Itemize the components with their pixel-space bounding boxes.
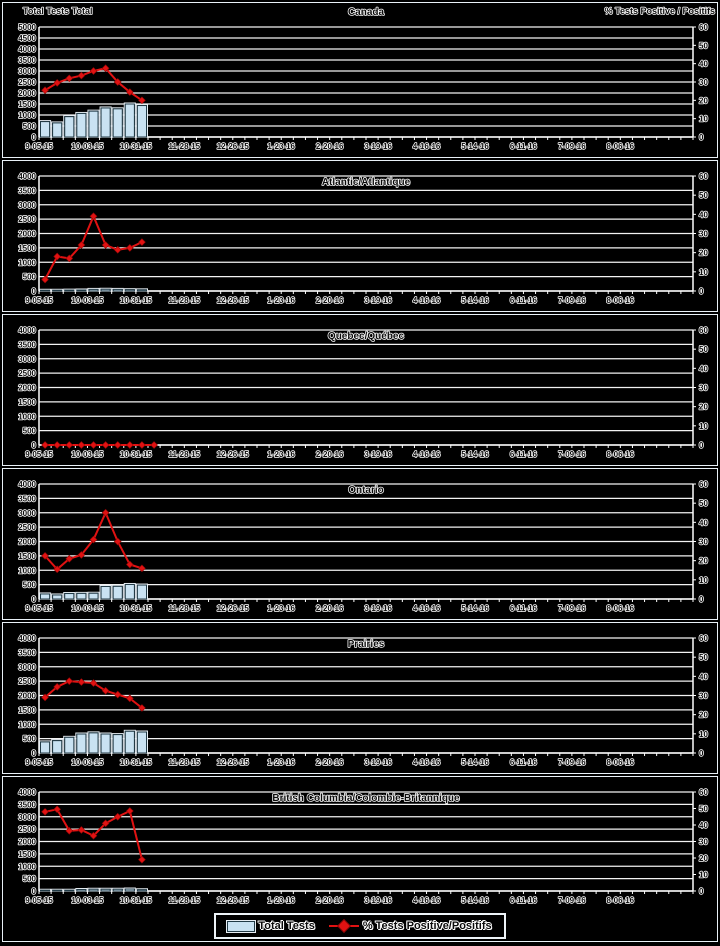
- svg-text:500: 500: [22, 426, 36, 436]
- svg-text:Atlantic/Atlantique: Atlantic/Atlantique: [321, 177, 411, 188]
- svg-text:40: 40: [699, 364, 708, 374]
- svg-text:60: 60: [699, 634, 708, 643]
- svg-text:5-14-16: 5-14-16: [461, 142, 489, 151]
- svg-text:7-09-16: 7-09-16: [558, 758, 586, 767]
- svg-text:3-19-16: 3-19-16: [364, 896, 392, 905]
- svg-text:3500: 3500: [18, 648, 36, 658]
- svg-text:500: 500: [22, 874, 36, 884]
- svg-text:2500: 2500: [18, 369, 36, 379]
- svg-text:3000: 3000: [18, 200, 36, 210]
- svg-text:10: 10: [699, 870, 708, 880]
- svg-text:12-26-15: 12-26-15: [216, 450, 249, 459]
- svg-text:3000: 3000: [18, 354, 36, 364]
- svg-text:1000: 1000: [18, 862, 36, 872]
- svg-text:2-20-16: 2-20-16: [315, 604, 344, 613]
- svg-text:2-20-16: 2-20-16: [315, 758, 344, 767]
- svg-text:4000: 4000: [18, 788, 36, 797]
- svg-text:60: 60: [699, 172, 708, 181]
- svg-text:500: 500: [22, 580, 36, 590]
- svg-text:0: 0: [31, 595, 36, 604]
- svg-text:0: 0: [31, 887, 36, 896]
- svg-text:8-06-16: 8-06-16: [606, 896, 635, 905]
- svg-text:4-16-16: 4-16-16: [412, 450, 441, 459]
- svg-text:2-20-16: 2-20-16: [315, 896, 344, 905]
- svg-text:11-28-15: 11-28-15: [168, 450, 201, 459]
- svg-text:9-05-15: 9-05-15: [25, 896, 53, 905]
- svg-text:2500: 2500: [18, 215, 36, 225]
- svg-text:1000: 1000: [18, 566, 36, 576]
- svg-text:3000: 3000: [18, 508, 36, 518]
- svg-text:12-26-15: 12-26-15: [216, 142, 249, 151]
- svg-text:1-23-16: 1-23-16: [267, 296, 296, 305]
- svg-text:3000: 3000: [18, 812, 36, 822]
- svg-text:0: 0: [699, 595, 704, 604]
- svg-text:60: 60: [699, 480, 708, 489]
- svg-text:0: 0: [699, 441, 704, 450]
- svg-text:% Tests Positive / Positifs: % Tests Positive / Positifs: [604, 6, 715, 16]
- svg-text:7-09-16: 7-09-16: [558, 296, 586, 305]
- svg-text:3500: 3500: [18, 800, 36, 810]
- svg-text:9-05-15: 9-05-15: [25, 450, 53, 459]
- svg-text:1-23-16: 1-23-16: [267, 604, 296, 613]
- svg-text:2000: 2000: [18, 691, 36, 701]
- svg-text:4-16-16: 4-16-16: [412, 758, 441, 767]
- svg-text:9-05-15: 9-05-15: [25, 604, 53, 613]
- svg-text:2500: 2500: [18, 78, 36, 87]
- diamond-marker-icon: [338, 920, 349, 931]
- svg-text:Prairies: Prairies: [347, 639, 385, 650]
- canada-chart: [3, 3, 717, 157]
- svg-text:4-16-16: 4-16-16: [412, 296, 441, 305]
- svg-text:8-06-16: 8-06-16: [606, 142, 635, 151]
- svg-text:12-26-15: 12-26-15: [216, 758, 249, 767]
- svg-text:2-20-16: 2-20-16: [315, 296, 344, 305]
- svg-text:3-19-16: 3-19-16: [364, 142, 392, 151]
- svg-text:4000: 4000: [18, 634, 36, 643]
- svg-text:5-14-16: 5-14-16: [461, 604, 489, 613]
- svg-text:8-06-16: 8-06-16: [606, 296, 635, 305]
- svg-text:3500: 3500: [18, 186, 36, 196]
- svg-text:1-23-16: 1-23-16: [267, 450, 296, 459]
- svg-text:12-26-15: 12-26-15: [216, 296, 249, 305]
- svg-text:4-16-16: 4-16-16: [412, 896, 441, 905]
- pct-positive-line-swatch: [329, 925, 359, 927]
- svg-text:5-14-16: 5-14-16: [461, 896, 489, 905]
- svg-text:20: 20: [699, 556, 708, 566]
- legend-item-pct-positive: [329, 920, 492, 932]
- svg-text:9-05-15: 9-05-15: [25, 142, 53, 151]
- svg-text:1-23-16: 1-23-16: [267, 142, 296, 151]
- svg-text:60: 60: [699, 788, 708, 797]
- svg-text:30: 30: [699, 837, 708, 847]
- svg-text:11-28-15: 11-28-15: [168, 896, 201, 905]
- prairies-chart: [3, 623, 717, 773]
- svg-text:10-03-15: 10-03-15: [71, 896, 104, 905]
- svg-text:30: 30: [699, 229, 708, 239]
- svg-text:7-09-16: 7-09-16: [558, 142, 586, 151]
- svg-text:3000: 3000: [18, 67, 36, 76]
- svg-text:1000: 1000: [18, 111, 36, 120]
- svg-text:1000: 1000: [18, 258, 36, 268]
- svg-text:8-06-16: 8-06-16: [606, 758, 635, 767]
- svg-text:11-28-15: 11-28-15: [168, 296, 201, 305]
- svg-text:20: 20: [699, 402, 708, 412]
- svg-text:1500: 1500: [18, 243, 36, 253]
- svg-text:40: 40: [699, 672, 708, 682]
- svg-text:1-23-16: 1-23-16: [267, 758, 296, 767]
- svg-text:30: 30: [699, 691, 708, 701]
- svg-text:6-11-16: 6-11-16: [509, 604, 538, 613]
- svg-text:2500: 2500: [18, 677, 36, 687]
- svg-text:2500: 2500: [18, 523, 36, 533]
- svg-text:20: 20: [699, 854, 708, 863]
- svg-text:50: 50: [699, 804, 708, 814]
- svg-text:4000: 4000: [18, 45, 36, 54]
- legend-pct-positive-label: % Tests Positive/Positifs: [362, 920, 492, 932]
- quebec-chart: [3, 315, 717, 465]
- svg-text:50: 50: [699, 41, 708, 51]
- svg-text:12-26-15: 12-26-15: [216, 896, 249, 905]
- svg-text:7-09-16: 7-09-16: [558, 450, 586, 459]
- svg-text:10-03-15: 10-03-15: [71, 142, 104, 151]
- svg-text:11-28-15: 11-28-15: [168, 758, 201, 767]
- svg-text:7-09-16: 7-09-16: [558, 896, 586, 905]
- svg-text:40: 40: [699, 821, 708, 830]
- svg-text:4-16-16: 4-16-16: [412, 604, 441, 613]
- svg-text:Total Tests Total: Total Tests Total: [23, 6, 93, 16]
- svg-text:40: 40: [699, 59, 708, 69]
- svg-text:Canada: Canada: [347, 7, 385, 18]
- svg-text:40: 40: [699, 210, 708, 220]
- svg-text:30: 30: [699, 537, 708, 547]
- chart-panel-british-columbia: [2, 776, 718, 942]
- chart-panel-canada: [2, 2, 718, 158]
- svg-text:50: 50: [699, 191, 708, 201]
- svg-text:10-31-15: 10-31-15: [119, 296, 152, 305]
- svg-text:7-09-16: 7-09-16: [558, 604, 586, 613]
- chart-panel-quebec: [2, 314, 718, 466]
- svg-text:British Columbia/Colombie-Brit: British Columbia/Colombie-Britannique: [272, 793, 460, 804]
- svg-text:3500: 3500: [18, 494, 36, 504]
- svg-text:2500: 2500: [18, 825, 36, 835]
- svg-text:60: 60: [699, 326, 708, 335]
- chart-panel-atlantic: [2, 160, 718, 312]
- svg-text:3-19-16: 3-19-16: [364, 450, 392, 459]
- svg-text:2-20-16: 2-20-16: [315, 142, 344, 151]
- svg-text:2000: 2000: [18, 383, 36, 393]
- svg-text:2000: 2000: [18, 89, 36, 98]
- svg-text:Ontario: Ontario: [348, 485, 384, 496]
- svg-text:0: 0: [699, 287, 704, 296]
- svg-text:8-06-16: 8-06-16: [606, 604, 635, 613]
- svg-text:3500: 3500: [18, 56, 36, 65]
- chart-legend: [214, 913, 506, 939]
- svg-text:10: 10: [699, 421, 708, 431]
- svg-text:500: 500: [22, 122, 36, 131]
- svg-text:10-03-15: 10-03-15: [71, 604, 104, 613]
- svg-text:11-28-15: 11-28-15: [168, 604, 201, 613]
- svg-text:6-11-16: 6-11-16: [509, 296, 538, 305]
- svg-text:1500: 1500: [18, 100, 36, 109]
- legend-total-tests-label: Total Tests: [258, 920, 315, 932]
- svg-text:10-31-15: 10-31-15: [119, 142, 152, 151]
- svg-text:5-14-16: 5-14-16: [461, 296, 489, 305]
- svg-text:4-16-16: 4-16-16: [412, 142, 441, 151]
- svg-text:6-11-16: 6-11-16: [509, 450, 538, 459]
- svg-text:1500: 1500: [18, 705, 36, 715]
- svg-text:4000: 4000: [18, 480, 36, 489]
- atlantic-chart: [3, 161, 717, 311]
- ontario-chart: [3, 469, 717, 619]
- svg-text:2000: 2000: [18, 229, 36, 239]
- svg-text:3-19-16: 3-19-16: [364, 296, 392, 305]
- svg-text:11-28-15: 11-28-15: [168, 142, 201, 151]
- svg-text:12-26-15: 12-26-15: [216, 604, 249, 613]
- svg-text:500: 500: [22, 272, 36, 282]
- svg-text:1500: 1500: [18, 849, 36, 859]
- svg-text:0: 0: [31, 441, 36, 450]
- svg-text:5-14-16: 5-14-16: [461, 450, 489, 459]
- svg-text:4500: 4500: [18, 34, 36, 43]
- svg-text:6-11-16: 6-11-16: [509, 142, 538, 151]
- svg-text:4000: 4000: [18, 172, 36, 181]
- svg-text:5-14-16: 5-14-16: [461, 758, 489, 767]
- svg-text:2-20-16: 2-20-16: [315, 450, 344, 459]
- svg-text:20: 20: [699, 96, 708, 106]
- svg-text:6-11-16: 6-11-16: [509, 896, 538, 905]
- svg-text:2000: 2000: [18, 537, 36, 547]
- svg-text:10: 10: [699, 267, 708, 277]
- svg-text:5000: 5000: [18, 23, 36, 32]
- svg-text:20: 20: [699, 248, 708, 258]
- svg-text:9-05-15: 9-05-15: [25, 296, 53, 305]
- svg-text:3-19-16: 3-19-16: [364, 604, 392, 613]
- svg-text:40: 40: [699, 518, 708, 528]
- svg-text:1000: 1000: [18, 720, 36, 730]
- svg-text:3-19-16: 3-19-16: [364, 758, 392, 767]
- svg-text:10-31-15: 10-31-15: [119, 758, 152, 767]
- svg-text:0: 0: [31, 133, 36, 142]
- svg-text:8-06-16: 8-06-16: [606, 450, 635, 459]
- chart-panel-ontario: [2, 468, 718, 620]
- svg-text:10: 10: [699, 575, 708, 585]
- svg-text:10-03-15: 10-03-15: [71, 296, 104, 305]
- svg-text:30: 30: [699, 383, 708, 393]
- svg-text:4000: 4000: [18, 326, 36, 335]
- svg-text:50: 50: [699, 345, 708, 355]
- svg-text:500: 500: [22, 734, 36, 744]
- svg-text:10: 10: [699, 114, 708, 124]
- svg-text:0: 0: [699, 133, 704, 142]
- svg-text:0: 0: [699, 749, 704, 758]
- svg-text:50: 50: [699, 499, 708, 509]
- svg-text:2000: 2000: [18, 837, 36, 847]
- svg-text:10-03-15: 10-03-15: [71, 450, 104, 459]
- svg-text:10-31-15: 10-31-15: [119, 604, 152, 613]
- svg-text:0: 0: [699, 887, 704, 896]
- svg-text:30: 30: [699, 78, 708, 87]
- svg-text:1500: 1500: [18, 397, 36, 407]
- svg-text:3000: 3000: [18, 662, 36, 672]
- svg-text:10-31-15: 10-31-15: [119, 896, 152, 905]
- svg-text:0: 0: [31, 287, 36, 296]
- svg-text:Quebec/Québec: Quebec/Québec: [327, 331, 405, 342]
- svg-text:20: 20: [699, 710, 708, 720]
- svg-text:1000: 1000: [18, 412, 36, 422]
- total-tests-bar-swatch: [228, 922, 254, 931]
- svg-text:60: 60: [699, 23, 708, 32]
- svg-text:1500: 1500: [18, 551, 36, 561]
- chart-panel-prairies: [2, 622, 718, 774]
- svg-text:6-11-16: 6-11-16: [509, 758, 538, 767]
- svg-text:10-03-15: 10-03-15: [71, 758, 104, 767]
- svg-text:1-23-16: 1-23-16: [267, 896, 296, 905]
- svg-text:10-31-15: 10-31-15: [119, 450, 152, 459]
- svg-text:10: 10: [699, 729, 708, 739]
- svg-text:3500: 3500: [18, 340, 36, 350]
- british-columbia-chart: [3, 777, 717, 911]
- svg-text:9-05-15: 9-05-15: [25, 758, 53, 767]
- svg-text:50: 50: [699, 653, 708, 663]
- svg-text:0: 0: [31, 749, 36, 758]
- legend-item-total-tests: [228, 920, 314, 932]
